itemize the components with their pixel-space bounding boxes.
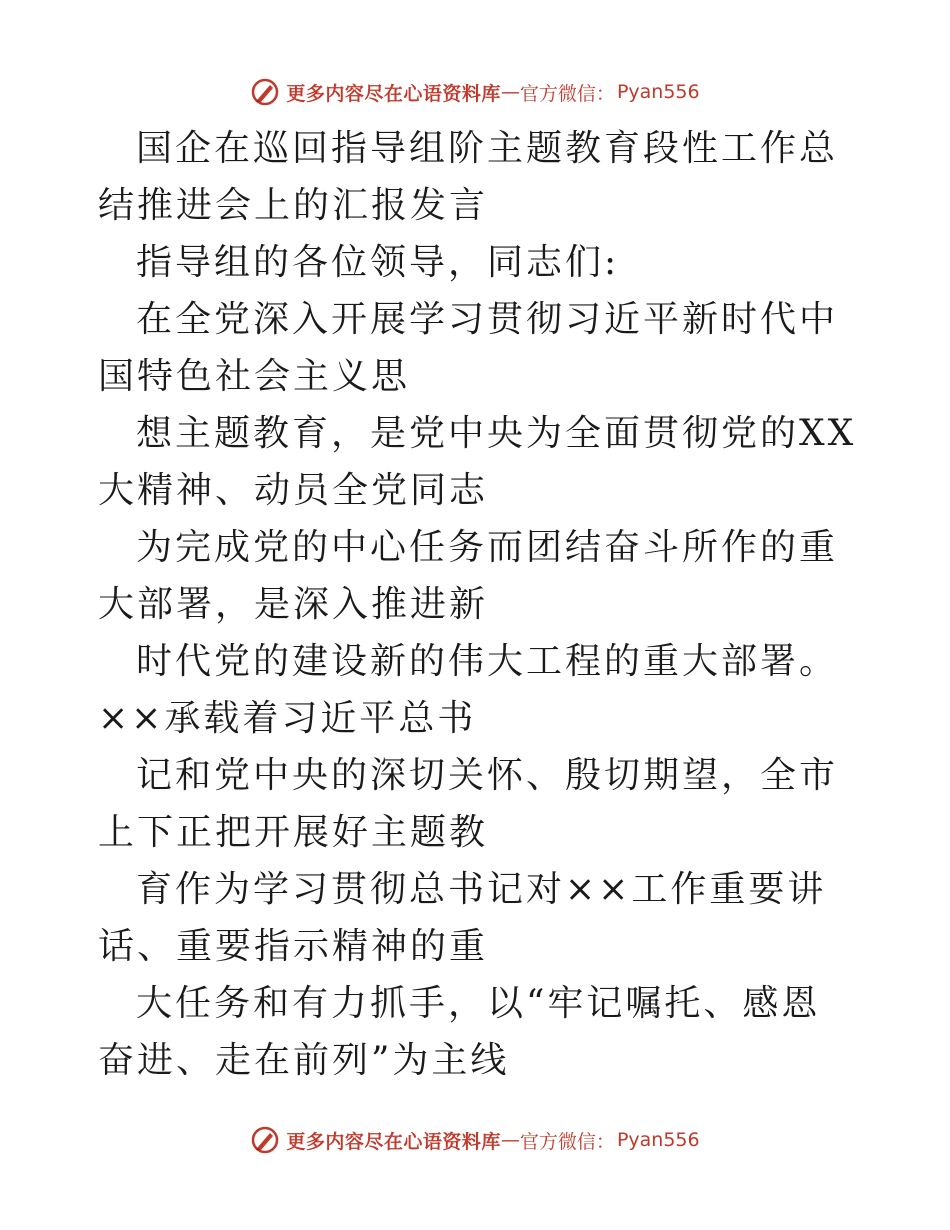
- banner-separator: —: [500, 81, 520, 103]
- paragraph: 在全党深入开展学习贯彻习近平新时代中国特色社会主义思: [98, 299, 839, 397]
- pen-logo-icon: [250, 77, 280, 107]
- paragraph: 育作为学习贯彻总书记对××工作重要讲话、重要指示精神的重: [98, 869, 827, 967]
- paragraph: 记和党中央的深切关怀、殷切期望，全市上下正把开展好主题教: [98, 755, 839, 853]
- paragraph: 指导组的各位领导，同志们:: [136, 242, 620, 283]
- banner-brand-text: 更多内容尽在心语资料库: [286, 82, 501, 105]
- document-body: [98, 120, 858, 1089]
- header-watermark-banner: [0, 72, 950, 112]
- paragraph: 时代党的建设新的伟大工程的重大部署。××承载着习近平总书: [98, 641, 839, 739]
- banner-wechat-label: 官方微信：: [519, 82, 615, 105]
- banner-wechat-account: Pyan556: [616, 1129, 700, 1151]
- banner-brand-text: 更多内容尽在心语资料库: [286, 1130, 501, 1153]
- paragraph: 想主题教育，是党中央为全面贯彻党的XX大精神、动员全党同志: [98, 413, 857, 511]
- banner-separator: —: [500, 1129, 520, 1151]
- pen-logo-icon: [250, 1125, 280, 1155]
- paragraph: 为完成党的中心任务而团结奋斗所作的重大部署，是深入推进新: [98, 527, 839, 625]
- document-title: 国企在巡回指导组阶主题教育段性工作总结推进会上的汇报发言: [98, 128, 839, 226]
- footer-watermark-banner: [0, 1120, 950, 1160]
- paragraph: 大任务和有力抓手，以“牢记嘱托、感恩奋进、走在前列”为主线: [98, 983, 821, 1081]
- banner-wechat-label: 官方微信：: [519, 1130, 615, 1153]
- banner-wechat-account: Pyan556: [616, 81, 700, 103]
